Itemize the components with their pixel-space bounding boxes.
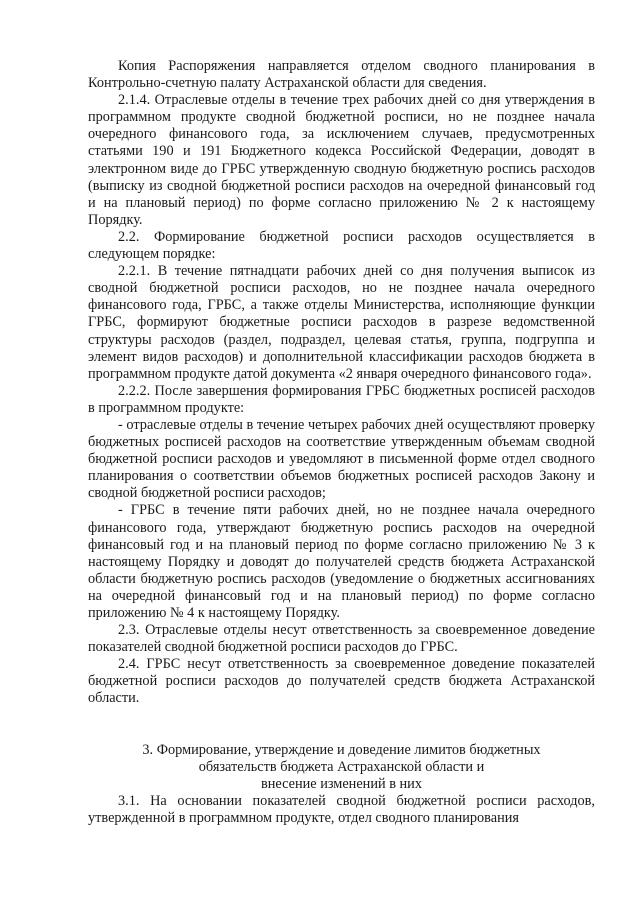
paragraph-grbs-approval: - ГРБС в течение пяти рабочих дней, но не позднее начала очередного финансового года, утверждают бюджетную роспись расходов на очередной финансовый год и на плановый период по форме согласно приложению № 3 к настоящему Порядку и доводят до получателей средств бюджета Астраханской области бюджетную роспись расходов (уведомление о бюджетных ассигнованиях на очередной финансовый год и на плановый период) по форме согласно приложению № 4 к настоящему Порядку.: [88, 502, 595, 621]
paragraph-2-2: 2.2. Формирование бюджетной росписи расходов осуществляется в следующем порядке:: [88, 228, 595, 263]
paragraph-copy-notice: Копия Распоряжения направляется отделом сводного планирования в Контрольно-счетную палату Астраханской области для сведения.: [88, 58, 595, 92]
section-spacer: [88, 708, 595, 725]
section-3-heading: [88, 742, 595, 793]
heading-line: 3. Формирование, утверждение и доведение лимитов бюджетных: [142, 741, 541, 758]
paragraph-sector-departments: - отраслевые отделы в течение четырех рабочих дней осуществляют проверку бюджетных росписей расходов на соответствие утвержденным объемам сводной бюджетной росписи расходов и уведомляют в письменной форме отдел сводного планирования о соответствии объемов бюджетных росписей расходов Закону и сводной бюджетной росписи расходов;: [88, 416, 595, 502]
paragraph-3-1: 3.1. На основании показателей сводной бюджетной росписи расходов, утвержденной в программном продукте, отдел сводного планирования: [88, 792, 595, 826]
paragraph-2-4: 2.4. ГРБС несут ответственность за своевременное доведение показателей бюджетной росписи расходов до получателей средств бюджета Астраханской области.: [88, 656, 595, 707]
paragraph-2-2-1: 2.2.1. В течение пятнадцати рабочих дней со дня получения выписок из сводной бюджетной росписи расходов, но не позднее начала очередного финансового года, ГРБС, а также отделы Министерства, исполняющие функции ГРБС, формируют бюджетные росписи расходов в разрезе ведомственной структуры расходов (раздел, подраздел, целевая статья, группа, подгруппа и элемент видов расходов) и дополнительной классификации расходов бюджета в программном продукте датой документа «2 января очередного финансового года».: [88, 263, 595, 382]
section-spacer: [88, 725, 595, 742]
paragraph-2-1-4: 2.1.4. Отраслевые отделы в течение трех рабочих дней со дня утверждения в программном продукте сводной бюджетной росписи, но не позднее начала очередного финансового года, за исключением случаев, предусмотренных статьями 190 и 191 Бюджетного кодекса Российской Федерации, доводят в электронном виде до ГРБС утвержденную сводную бюджетную роспись расходов (выписку из сводной бюджетной росписи расходов на очередной финансовый год и на плановый период) по форме согласно приложению № 2 к настоящему Порядку.: [88, 92, 595, 228]
heading-line: обязательств бюджета Астраханской области и: [198, 758, 485, 775]
paragraph-2-3: 2.3. Отраслевые отделы несут ответственность за своевременное доведение показателей сводной бюджетной росписи расходов до ГРБС.: [88, 622, 595, 656]
paragraph-2-2-2: 2.2.2. После завершения формирования ГРБС бюджетных росписей расходов в программном продукте:: [88, 382, 595, 416]
heading-line: внесение изменений в них: [261, 775, 422, 792]
